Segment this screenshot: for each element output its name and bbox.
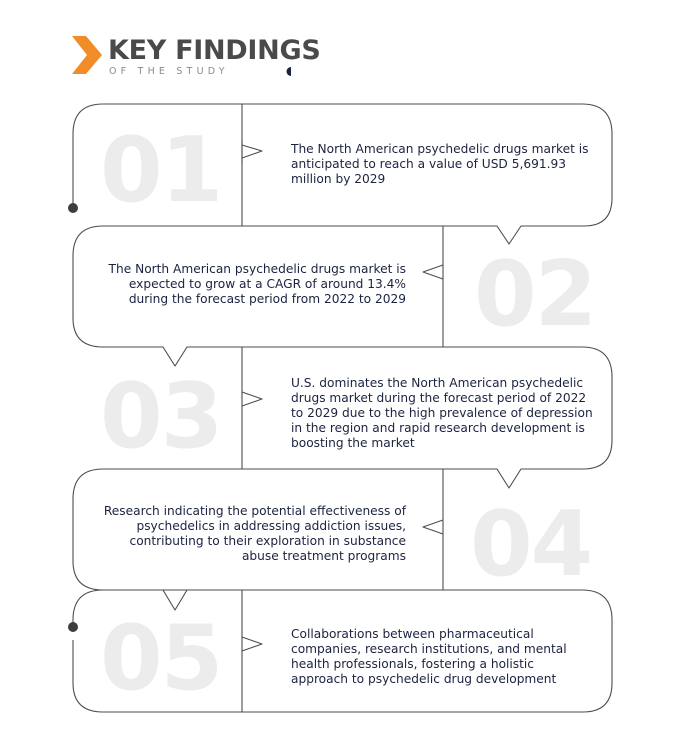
finding-text-05: Collaborations between pharmaceutical companies, research institutions, and mental health professionals, fostering a holistic approach to psychedelic drug development	[291, 627, 567, 686]
finding-number-02: 02	[474, 242, 596, 347]
finding-text-04: Research indicating the potential effectiveness of psychedelics in addressing addiction issues, contributing to their exploration in substance abuse treatment programs	[103, 504, 406, 563]
finding-number-05: 05	[100, 606, 222, 711]
page-title: KEY FINDINGS	[108, 35, 321, 66]
finding-number-03: 03	[100, 364, 222, 469]
finding-text-03: U.S. dominates the North American psychedelic drugs market during the forecast period of 2022 to 2029 due to the high prevalence of depression in the region and rapid research development is boosting the market	[291, 376, 593, 450]
finding-number-04: 04	[470, 492, 592, 597]
start-dot	[68, 203, 78, 213]
finding-number-01: 01	[100, 118, 222, 223]
finding-text-01: The North American psychedelic drugs market is anticipated to reach a value of USD 5,691.93 million by 2029	[291, 142, 589, 186]
finding-text-02: The North American psychedelic drugs market is expected to grow at a CAGR of around 13.4% during the forecast period from 2022 to 2029	[108, 262, 406, 306]
end-dot	[68, 622, 78, 632]
page-subtitle: OF THE STUDY	[109, 66, 229, 77]
